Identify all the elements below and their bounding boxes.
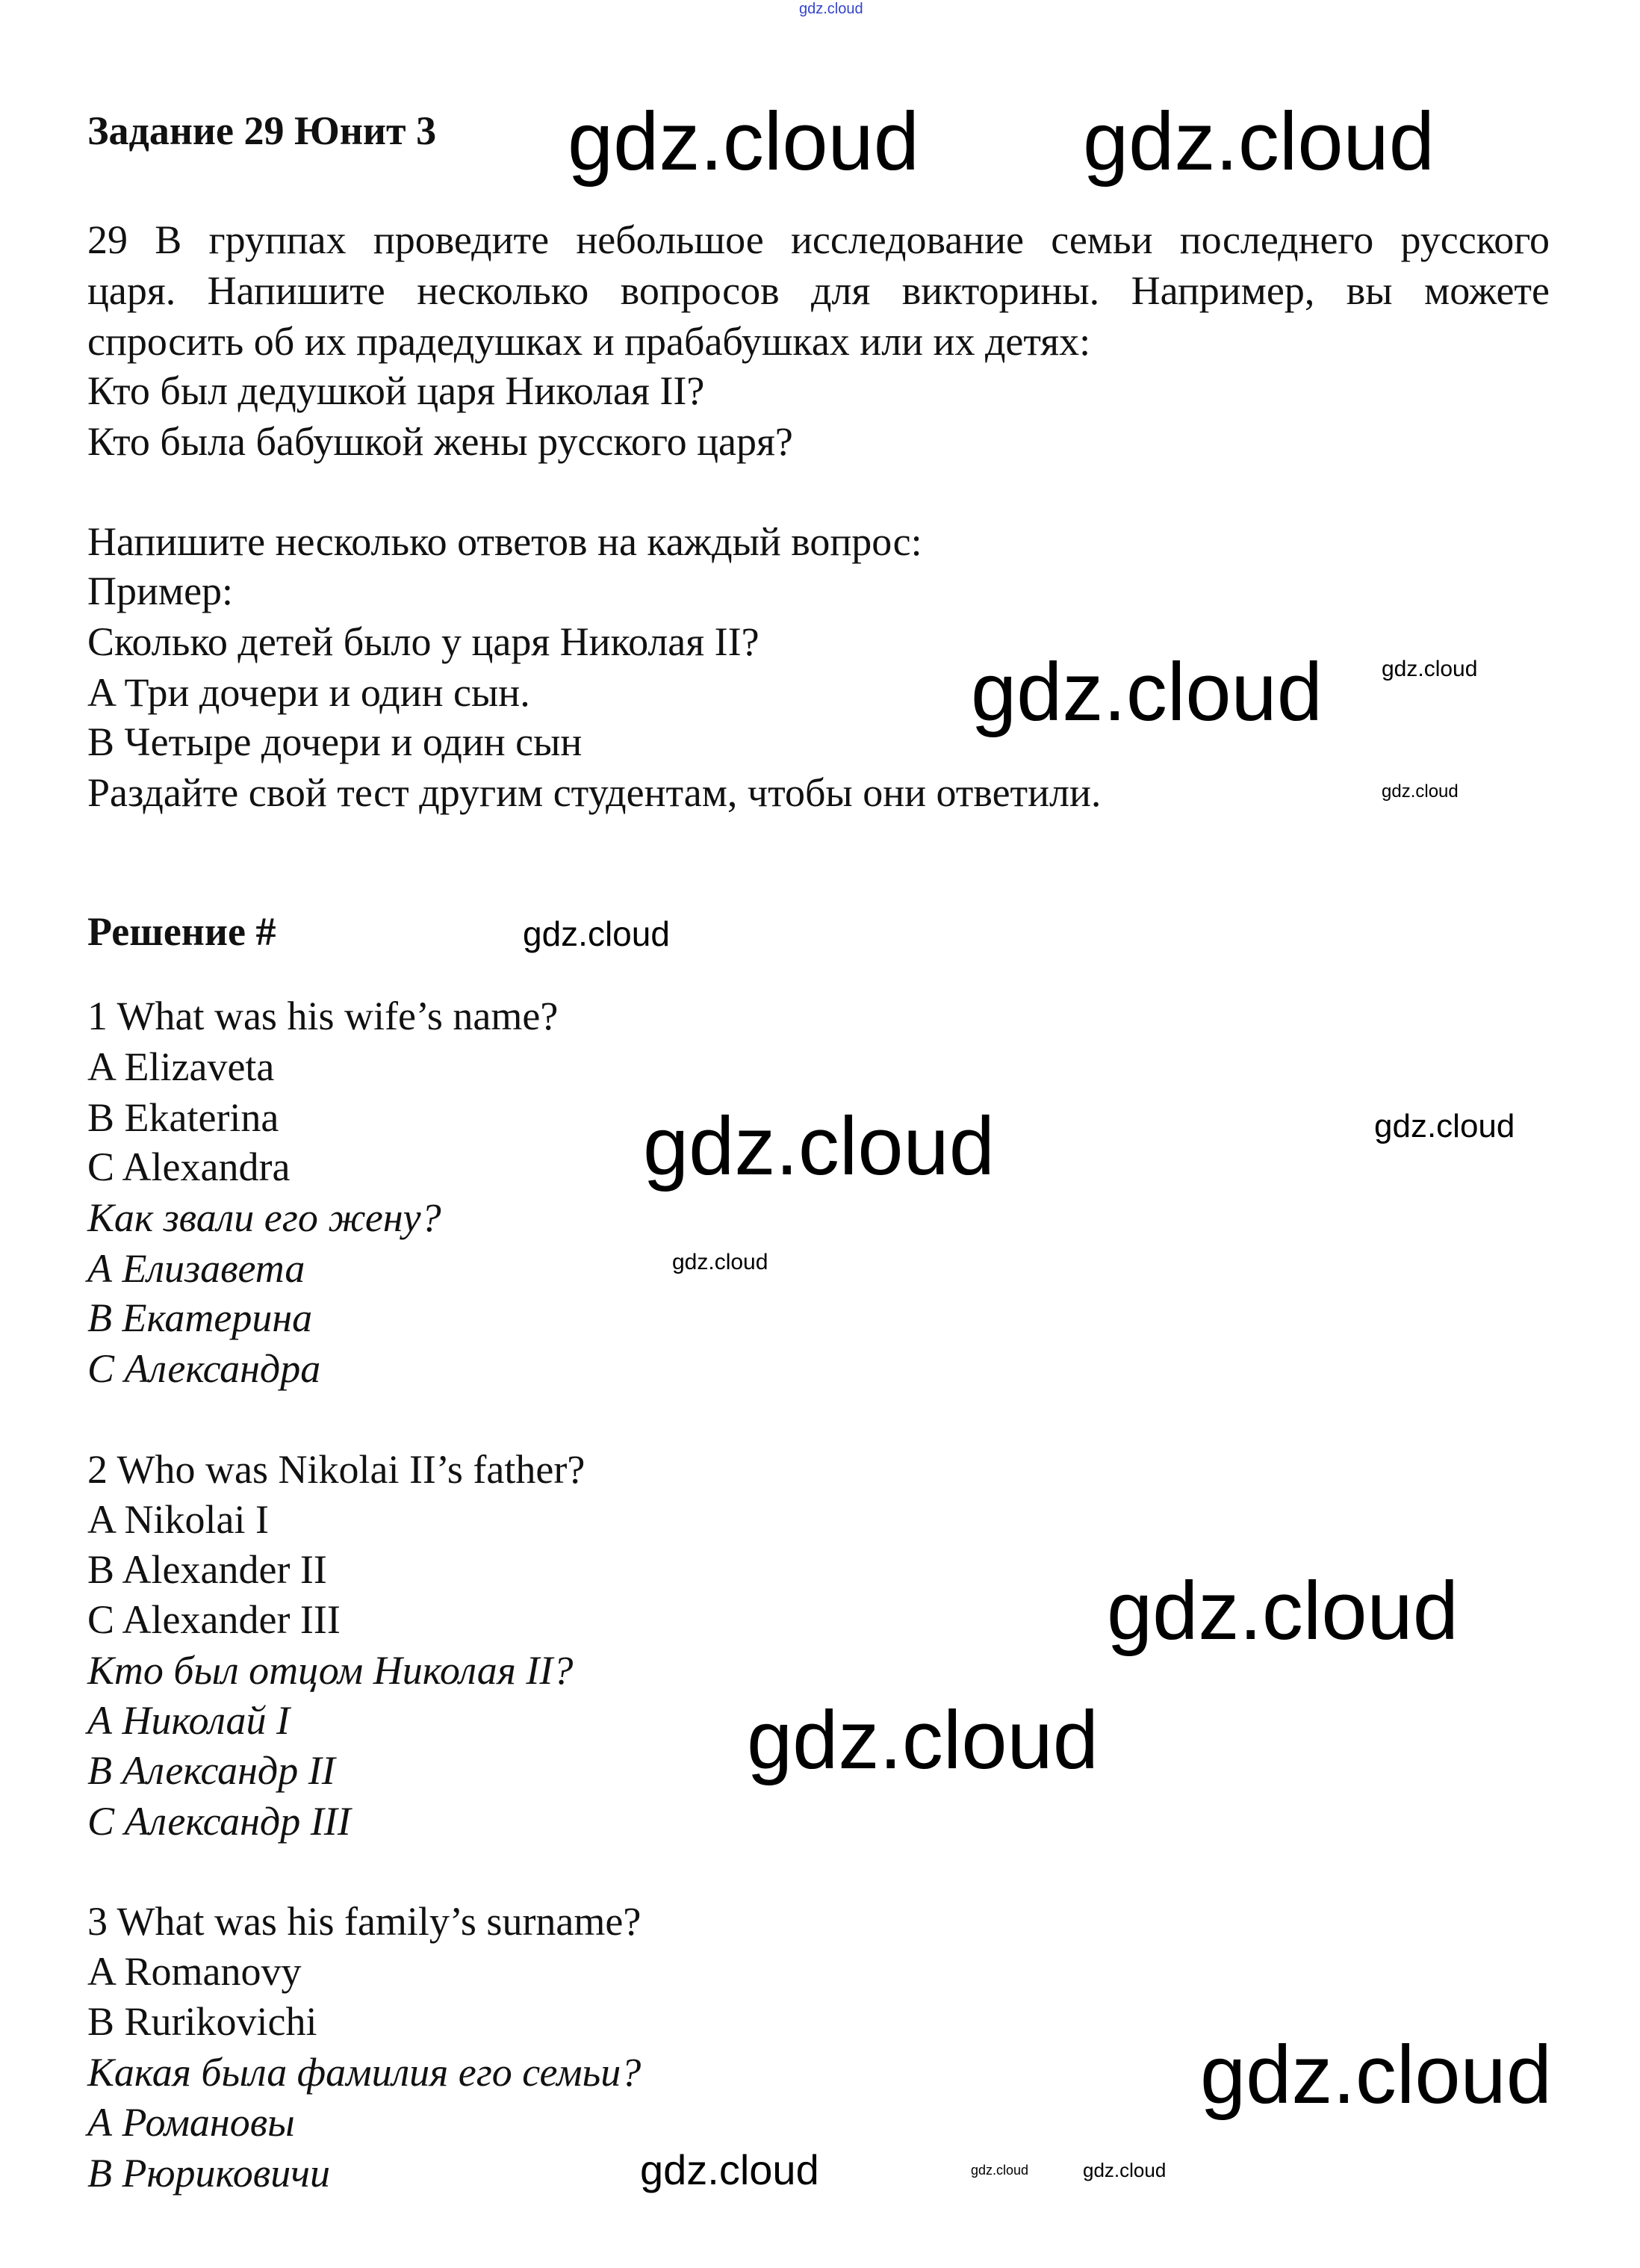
option: C Alexander III [87, 1597, 341, 1642]
watermark: gdz.cloud [971, 646, 1323, 738]
watermark: gdz.cloud [640, 2146, 819, 2193]
question: 1 What was his wife’s name? [87, 994, 559, 1038]
task-line: A Три дочери и один сын. [87, 670, 530, 715]
task-line: B Четыре дочери и один сын [87, 719, 583, 764]
watermark: gdz.cloud [1107, 1565, 1459, 1657]
option-translation: В Рюриковичи [87, 2151, 330, 2196]
option-translation: А Николай I [87, 1698, 291, 1743]
watermark: gdz.cloud [672, 1250, 768, 1274]
task-line: 29 В группах проведите небольшое исследование семьи последнего русского [87, 217, 1550, 262]
question-translation: Кто был отцом Николая II? [87, 1648, 574, 1693]
task-line: Кто был дедушкой царя Николая II? [87, 368, 705, 413]
option: C Alexandra [87, 1144, 291, 1189]
watermark: gdz.cloud [1083, 2159, 1167, 2181]
task-line: спросить об их прадедушках и прабабушках или их детях: [87, 319, 1091, 364]
watermark: gdz.cloud [1382, 781, 1459, 802]
watermark: gdz.cloud [643, 1100, 995, 1192]
question: 2 Who was Nikolai II’s father? [87, 1447, 586, 1492]
watermark-top: gdz.cloud [799, 1, 863, 17]
option: B Ekaterina [87, 1095, 279, 1140]
option: A Nikolai I [87, 1497, 269, 1542]
option-translation: С Александра [87, 1346, 321, 1391]
option: B Alexander II [87, 1547, 327, 1592]
watermark: gdz.cloud [1382, 657, 1478, 681]
task-line: царя. Напишите несколько вопросов для викторины. Например, вы можете [87, 268, 1550, 313]
option-translation: С Александр III [87, 1799, 351, 1844]
task-line: Напишите несколько ответов на каждый вопрос: [87, 519, 922, 564]
watermark: gdz.cloud [1374, 1108, 1515, 1144]
option: A Elizaveta [87, 1044, 275, 1089]
question: 3 What was his family’s surname? [87, 1899, 642, 1944]
watermark: gdz.cloud [1083, 96, 1435, 188]
question-translation: Как звали его жену? [87, 1195, 441, 1240]
option-translation: А Романовы [87, 2100, 295, 2145]
watermark: gdz.cloud [523, 914, 670, 953]
option-translation: В Екатерина [87, 1295, 313, 1340]
page-title: Задание 29 Юнит 3 [87, 108, 437, 153]
watermark: gdz.cloud [971, 2163, 1029, 2178]
watermark: gdz.cloud [568, 96, 919, 188]
task-line: Сколько детей было у царя Николая II? [87, 619, 760, 664]
solution-title: Решение # [87, 909, 276, 954]
option-translation: А Елизавета [87, 1246, 305, 1291]
option: B Rurikovichi [87, 1999, 317, 2044]
watermark: gdz.cloud [747, 1694, 1099, 1786]
task-line: Пример: [87, 568, 234, 613]
question-translation: Какая была фамилия его семьи? [87, 2050, 642, 2095]
watermark: gdz.cloud [1200, 2029, 1552, 2121]
task-line: Кто была бабушкой жены русского царя? [87, 419, 793, 464]
option-translation: В Александр II [87, 1748, 335, 1793]
option: A Romanovy [87, 1949, 302, 1994]
task-line: Раздайте свой тест другим студентам, чтобы они ответили. [87, 770, 1102, 815]
